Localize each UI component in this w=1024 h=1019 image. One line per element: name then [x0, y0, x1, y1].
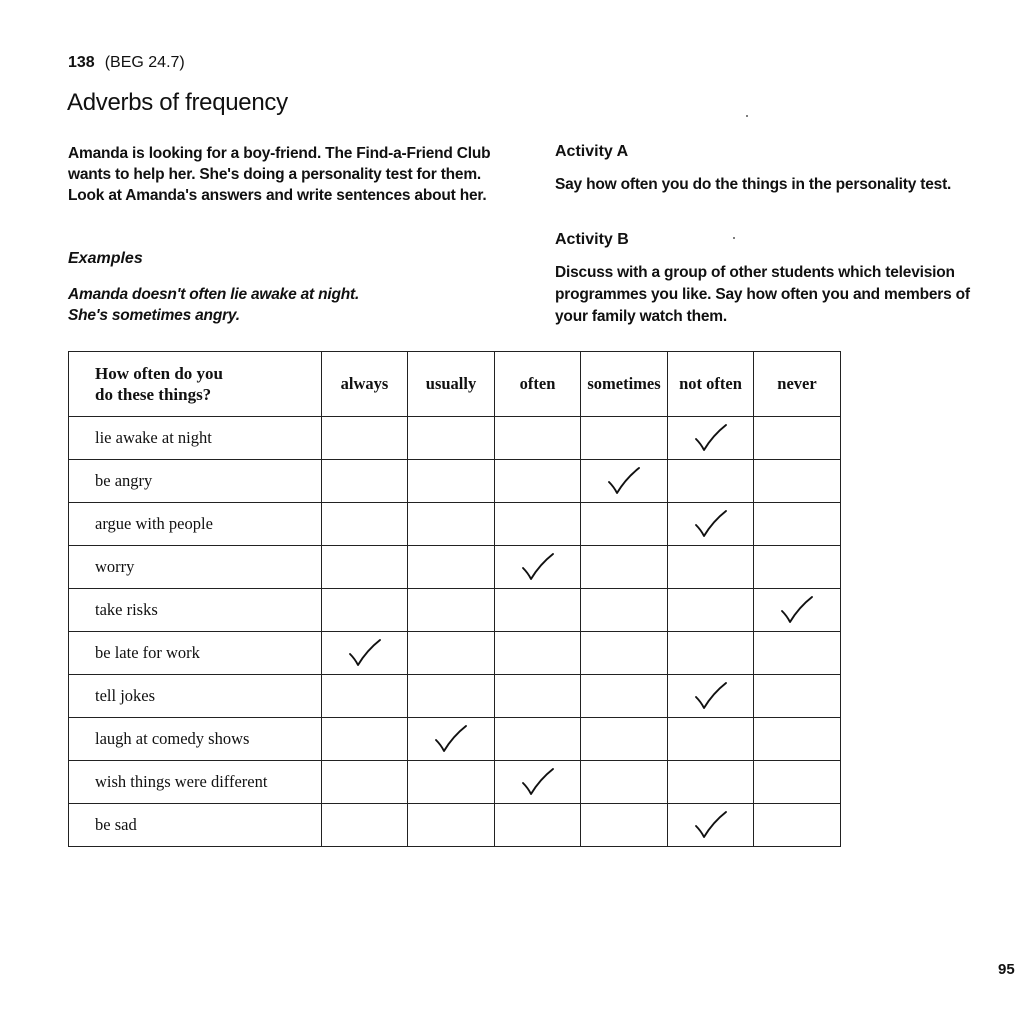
examples-label: Examples — [68, 250, 143, 267]
scan-speck — [746, 115, 748, 117]
answer-cell-never[interactable] — [754, 546, 841, 589]
example-sentence-2: She's sometimes angry. — [68, 307, 240, 324]
answer-cell-often[interactable] — [495, 804, 581, 847]
unit-header — [68, 54, 185, 72]
answer-cell-not-often[interactable] — [668, 804, 754, 847]
answer-cell-always[interactable] — [322, 718, 408, 761]
table-row — [69, 675, 841, 718]
answer-cell-often[interactable] — [495, 460, 581, 503]
activity-label: laugh at comedy shows — [69, 718, 322, 761]
table-row — [69, 761, 841, 804]
page-number: 95 — [998, 961, 1015, 978]
table-row — [69, 804, 841, 847]
answer-cell-often[interactable] — [495, 589, 581, 632]
answer-cell-often[interactable] — [495, 503, 581, 546]
answer-cell-sometimes[interactable] — [581, 761, 668, 804]
table-header-row — [69, 352, 841, 417]
table-row — [69, 632, 841, 675]
answer-cell-sometimes[interactable] — [581, 718, 668, 761]
scan-speck — [733, 237, 735, 239]
table-row — [69, 546, 841, 589]
answer-cell-often[interactable] — [495, 417, 581, 460]
checkmark-icon — [347, 638, 383, 668]
page-title: Adverbs of frequency — [67, 89, 288, 116]
answer-cell-not-often[interactable] — [668, 761, 754, 804]
checkmark-icon — [433, 724, 469, 754]
answer-cell-always[interactable] — [322, 675, 408, 718]
answer-cell-often[interactable] — [495, 546, 581, 589]
answer-cell-sometimes[interactable] — [581, 632, 668, 675]
checkmark-icon — [693, 810, 729, 840]
column-header-always: always — [322, 352, 408, 417]
answer-cell-usually[interactable] — [408, 546, 495, 589]
answer-cell-not-often[interactable] — [668, 632, 754, 675]
table-row — [69, 718, 841, 761]
activity-label: be angry — [69, 460, 322, 503]
answer-cell-always[interactable] — [322, 460, 408, 503]
answer-cell-not-often[interactable] — [668, 417, 754, 460]
answer-cell-not-often[interactable] — [668, 589, 754, 632]
table-row — [69, 589, 841, 632]
answer-cell-never[interactable] — [754, 503, 841, 546]
checkmark-icon — [520, 552, 556, 582]
answer-cell-not-often[interactable] — [668, 546, 754, 589]
answer-cell-not-often[interactable] — [668, 503, 754, 546]
answer-cell-sometimes[interactable] — [581, 804, 668, 847]
question-line-2: do these things? — [95, 385, 212, 404]
unit-reference: (BEG 24.7) — [104, 54, 185, 71]
intro-paragraph: Amanda is looking for a boy-friend. The Find-a-Friend Club wants to help her. She's doing a personality test for them. Look at Amanda's answers and write sentences about her. — [68, 145, 491, 204]
column-header-never: never — [754, 352, 841, 417]
question-header — [69, 352, 322, 417]
frequency-table — [68, 351, 841, 847]
answer-cell-often[interactable] — [495, 632, 581, 675]
table-row — [69, 460, 841, 503]
checkmark-icon — [693, 509, 729, 539]
answer-cell-usually[interactable] — [408, 589, 495, 632]
answer-cell-usually[interactable] — [408, 632, 495, 675]
unit-number: 138 — [68, 54, 95, 71]
answer-cell-sometimes[interactable] — [581, 546, 668, 589]
column-header-often: often — [495, 352, 581, 417]
activity-label: worry — [69, 546, 322, 589]
answer-cell-usually[interactable] — [408, 804, 495, 847]
activity-b-title: Activity B — [555, 231, 629, 248]
activity-label: tell jokes — [69, 675, 322, 718]
answer-cell-always[interactable] — [322, 417, 408, 460]
answer-cell-sometimes[interactable] — [581, 460, 668, 503]
answer-cell-always[interactable] — [322, 546, 408, 589]
checkmark-icon — [693, 423, 729, 453]
answer-cell-usually[interactable] — [408, 460, 495, 503]
column-header-sometimes: sometimes — [581, 352, 668, 417]
activity-label: take risks — [69, 589, 322, 632]
answer-cell-usually[interactable] — [408, 718, 495, 761]
activity-a-title: Activity A — [555, 143, 629, 160]
answer-cell-sometimes[interactable] — [581, 589, 668, 632]
activity-label: be sad — [69, 804, 322, 847]
activity-label: lie awake at night — [69, 417, 322, 460]
activity-b-text: Discuss with a group of other students which television programmes you like. Say how often you and members of your family watch them. — [555, 264, 970, 325]
answer-cell-not-often[interactable] — [668, 460, 754, 503]
answer-cell-always[interactable] — [322, 589, 408, 632]
answer-cell-usually[interactable] — [408, 761, 495, 804]
answer-cell-always[interactable] — [322, 761, 408, 804]
answer-cell-never[interactable] — [754, 761, 841, 804]
answer-cell-usually[interactable] — [408, 417, 495, 460]
answer-cell-sometimes[interactable] — [581, 417, 668, 460]
answer-cell-not-often[interactable] — [668, 675, 754, 718]
answer-cell-never[interactable] — [754, 804, 841, 847]
answer-cell-sometimes[interactable] — [581, 675, 668, 718]
answer-cell-always[interactable] — [322, 503, 408, 546]
answer-cell-never[interactable] — [754, 718, 841, 761]
answer-cell-never[interactable] — [754, 632, 841, 675]
column-header-usually: usually — [408, 352, 495, 417]
example-sentence-1: Amanda doesn't often lie awake at night. — [68, 286, 360, 303]
answer-cell-often[interactable] — [495, 675, 581, 718]
column-header-not-often: not often — [668, 352, 754, 417]
activity-a-text: Say how often you do the things in the personality test. — [555, 176, 952, 193]
table-row — [69, 503, 841, 546]
checkmark-icon — [606, 466, 642, 496]
checkmark-icon — [779, 595, 815, 625]
answer-cell-never[interactable] — [754, 675, 841, 718]
activity-label: be late for work — [69, 632, 322, 675]
answer-cell-never[interactable] — [754, 589, 841, 632]
answer-cell-never[interactable] — [754, 460, 841, 503]
answer-cell-never[interactable] — [754, 417, 841, 460]
answer-cell-often[interactable] — [495, 761, 581, 804]
activity-label: argue with people — [69, 503, 322, 546]
answer-cell-not-often[interactable] — [668, 718, 754, 761]
table-row — [69, 417, 841, 460]
activity-label: wish things were different — [69, 761, 322, 804]
answer-cell-often[interactable] — [495, 718, 581, 761]
checkmark-icon — [693, 681, 729, 711]
answer-cell-always[interactable] — [322, 632, 408, 675]
answer-cell-usually[interactable] — [408, 675, 495, 718]
answer-cell-usually[interactable] — [408, 503, 495, 546]
checkmark-icon — [520, 767, 556, 797]
answer-cell-always[interactable] — [322, 804, 408, 847]
question-line-1: How often do you — [95, 364, 223, 383]
answer-cell-sometimes[interactable] — [581, 503, 668, 546]
